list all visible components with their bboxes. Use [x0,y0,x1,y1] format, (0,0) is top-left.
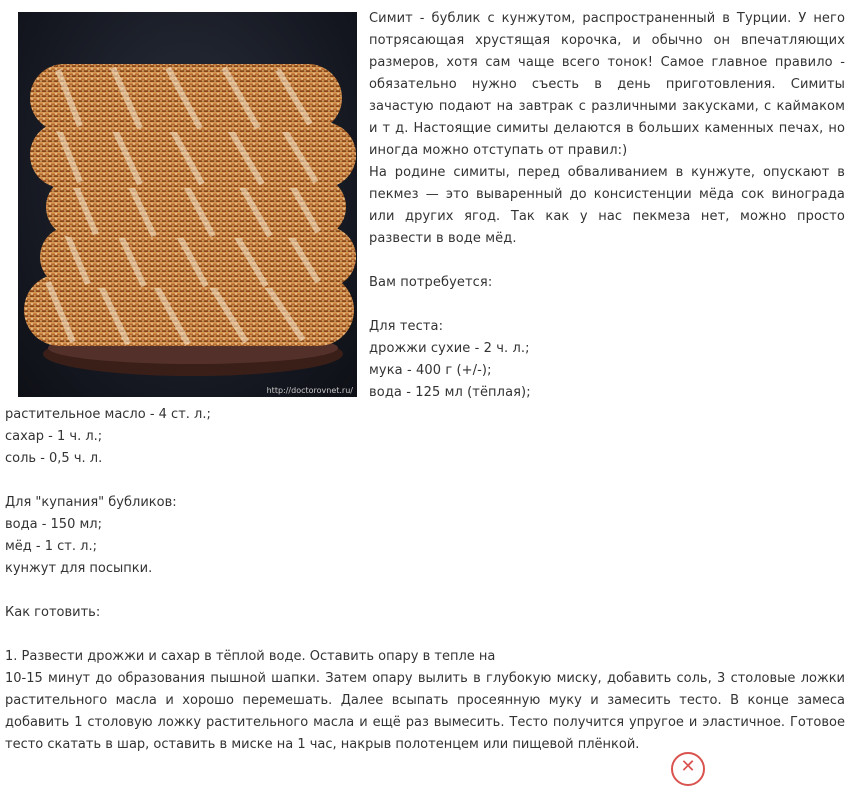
bread-stack-illustration [18,12,357,397]
how-to-heading: Как готовить: [5,605,101,620]
intro-paragraph: На родине симиты, перед обваливанием в кунжуте, опускают в пекмез — это вываренный до консистенции мёда сок винограда или других ягод. Так как у нас пекмеза нет, можно просто развести в воде мёд. [369,165,845,246]
dough-heading: Для теста: [369,319,444,334]
ingredient-item: растительное масло - 4 ст. л.; [5,407,211,422]
ingredient-item: дрожжи сухие - 2 ч. л.; [369,341,530,356]
intro-paragraph: Симит - бублик с кунжутом, распространенный в Турции. У него потрясающая хрустящая корочка, и обычно он впечатляющих размеров, хотя сам чаще всего тонок! Самое главное правило - обязательно нужно съесть в день приготовления. Симиты зачастую подают на завтрак с различными закусками, с каймаком и т д. Настоящие симиты делаются в больших каменных печах, но иногда можно отступать от правил:) [369,11,845,158]
close-circle-icon[interactable]: ✕ [671,752,705,786]
image-watermark: http://doctorovnet.ru/ [266,386,353,395]
ingredient-item: вода - 150 мл; [5,517,102,532]
ingredient-item: мёд - 1 ст. л.; [5,539,97,554]
ingredient-item: мука - 400 г (+/-); [369,363,492,378]
ingredient-item: кунжут для посыпки. [5,561,153,576]
recipe-text [5,404,845,756]
step-text: 10-15 минут до образования пышной шапки. Затем опару вылить в глубокую миску, добавить соль, 3 столовые ложки растительного масла и хорошо перемешать. Далее всыпать просеянную муку и замесить тесто. В конце замеса добавить 1 столовую ложку растительного масла и ещё раз вымесить. Тесто получится упругое и эластичное. Готовое тесто скатать в шар, оставить в миске на 1 час, накрыв полотенцем или пищевой плёнкой. [5,671,845,752]
intro-text [369,8,845,404]
simit-photo [18,12,357,397]
ingredient-item: сахар - 1 ч. л.; [5,429,103,444]
ingredient-item: соль - 0,5 ч. л. [5,451,103,466]
needed-heading: Вам потребуется: [369,275,493,290]
bath-heading: Для "купания" бубликов: [5,495,177,510]
step-text: 1. Развести дрожжи и сахар в тёплой воде. Оставить опару в тепле на [5,649,496,664]
ingredient-item: вода - 125 мл (тёплая); [369,385,531,400]
